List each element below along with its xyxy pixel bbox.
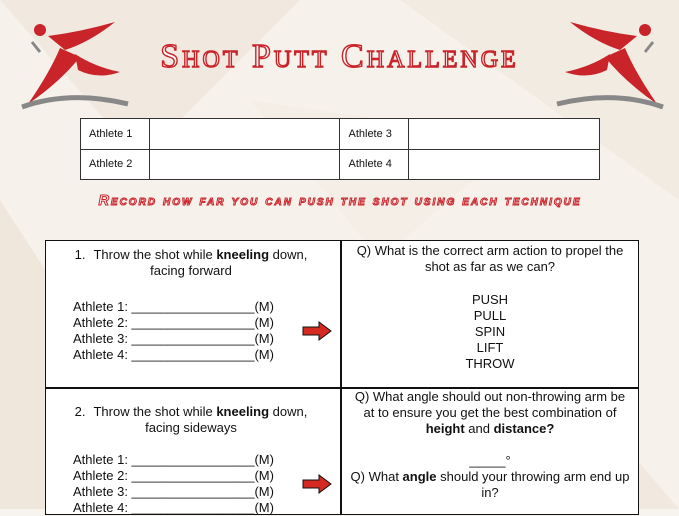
athlete-2-field[interactable] <box>149 149 340 180</box>
option-lift[interactable]: LIFT <box>476 340 504 355</box>
task-2-athlete-3-line[interactable]: Athlete 3: _________________(M) <box>73 484 274 499</box>
question-3 <box>348 469 632 501</box>
task-1-athlete-4-line[interactable]: Athlete 4: _________________(M) <box>73 347 274 362</box>
instructions-heading: Record how far you can push the shot using each technique <box>98 193 582 209</box>
question-3-text: Q) What <box>350 469 403 484</box>
task-1-results <box>73 299 274 363</box>
challenge-grid <box>45 240 639 515</box>
task-1-text: Throw the shot while <box>93 247 217 262</box>
question-3-text-after: should your throwing arm end up in? <box>436 469 630 500</box>
arrow-right-icon <box>302 321 332 341</box>
task-2-text-after: down, facing sideways <box>145 404 308 435</box>
option-pull[interactable]: PULL <box>473 308 507 323</box>
question-2-bold-distance: distance? <box>493 421 555 436</box>
task-2-athlete-4-line[interactable]: Athlete 4: _________________(M) <box>73 500 274 515</box>
task-1-instruction <box>56 247 326 279</box>
question-2-mid: and <box>464 421 494 436</box>
question-1-options <box>348 292 632 372</box>
athlete-1-label: Athlete 1 <box>81 119 150 150</box>
task-1-athlete-1-line[interactable]: Athlete 1: _________________(M) <box>73 299 274 314</box>
task-2-instruction <box>56 404 326 436</box>
task-2-athlete-2-line[interactable]: Athlete 2: _________________(M) <box>73 468 274 483</box>
task-1-bold: kneeling <box>216 247 270 262</box>
question-2-answer[interactable]: _____° <box>469 453 511 468</box>
task-2-number: 2. <box>74 404 86 419</box>
question-2 <box>348 389 632 437</box>
question-2-text: Q) What angle should out non-throwing arm be at to ensure you get the best combination of <box>354 389 626 420</box>
athlete-3-label: Athlete 3 <box>340 119 409 150</box>
task-1-number: 1. <box>74 247 86 262</box>
athlete-1-field[interactable] <box>149 119 340 150</box>
task-1-athlete-3-line[interactable]: Athlete 3: _________________(M) <box>73 331 274 346</box>
task-1-text-after: down, facing forward <box>150 247 308 278</box>
question-2-bold-height: height <box>425 421 465 436</box>
arrow-right-icon <box>302 474 332 494</box>
athletes-table <box>80 118 600 180</box>
option-throw[interactable]: THROW <box>465 356 515 371</box>
option-push[interactable]: PUSH <box>471 292 509 307</box>
task-2-bold: kneeling <box>216 404 270 419</box>
athlete-2-label: Athlete 2 <box>81 149 150 180</box>
task-1-athlete-2-line[interactable]: Athlete 2: _________________(M) <box>73 315 274 330</box>
task-2-text: Throw the shot while <box>93 404 217 419</box>
question-1: Q) What is the correct arm action to propel the shot as far as we can? <box>356 243 624 274</box>
option-spin[interactable]: SPIN <box>474 324 506 339</box>
task-2-athlete-1-line[interactable]: Athlete 1: _________________(M) <box>73 452 274 467</box>
athlete-3-field[interactable] <box>409 119 600 150</box>
athlete-4-label: Athlete 4 <box>340 149 409 180</box>
question-3-bold: angle <box>402 469 437 484</box>
page-title: Shot Putt Challenge <box>160 38 519 75</box>
task-2-results <box>73 452 274 516</box>
athlete-4-field[interactable] <box>409 149 600 180</box>
grid-divider-vertical <box>340 241 342 514</box>
